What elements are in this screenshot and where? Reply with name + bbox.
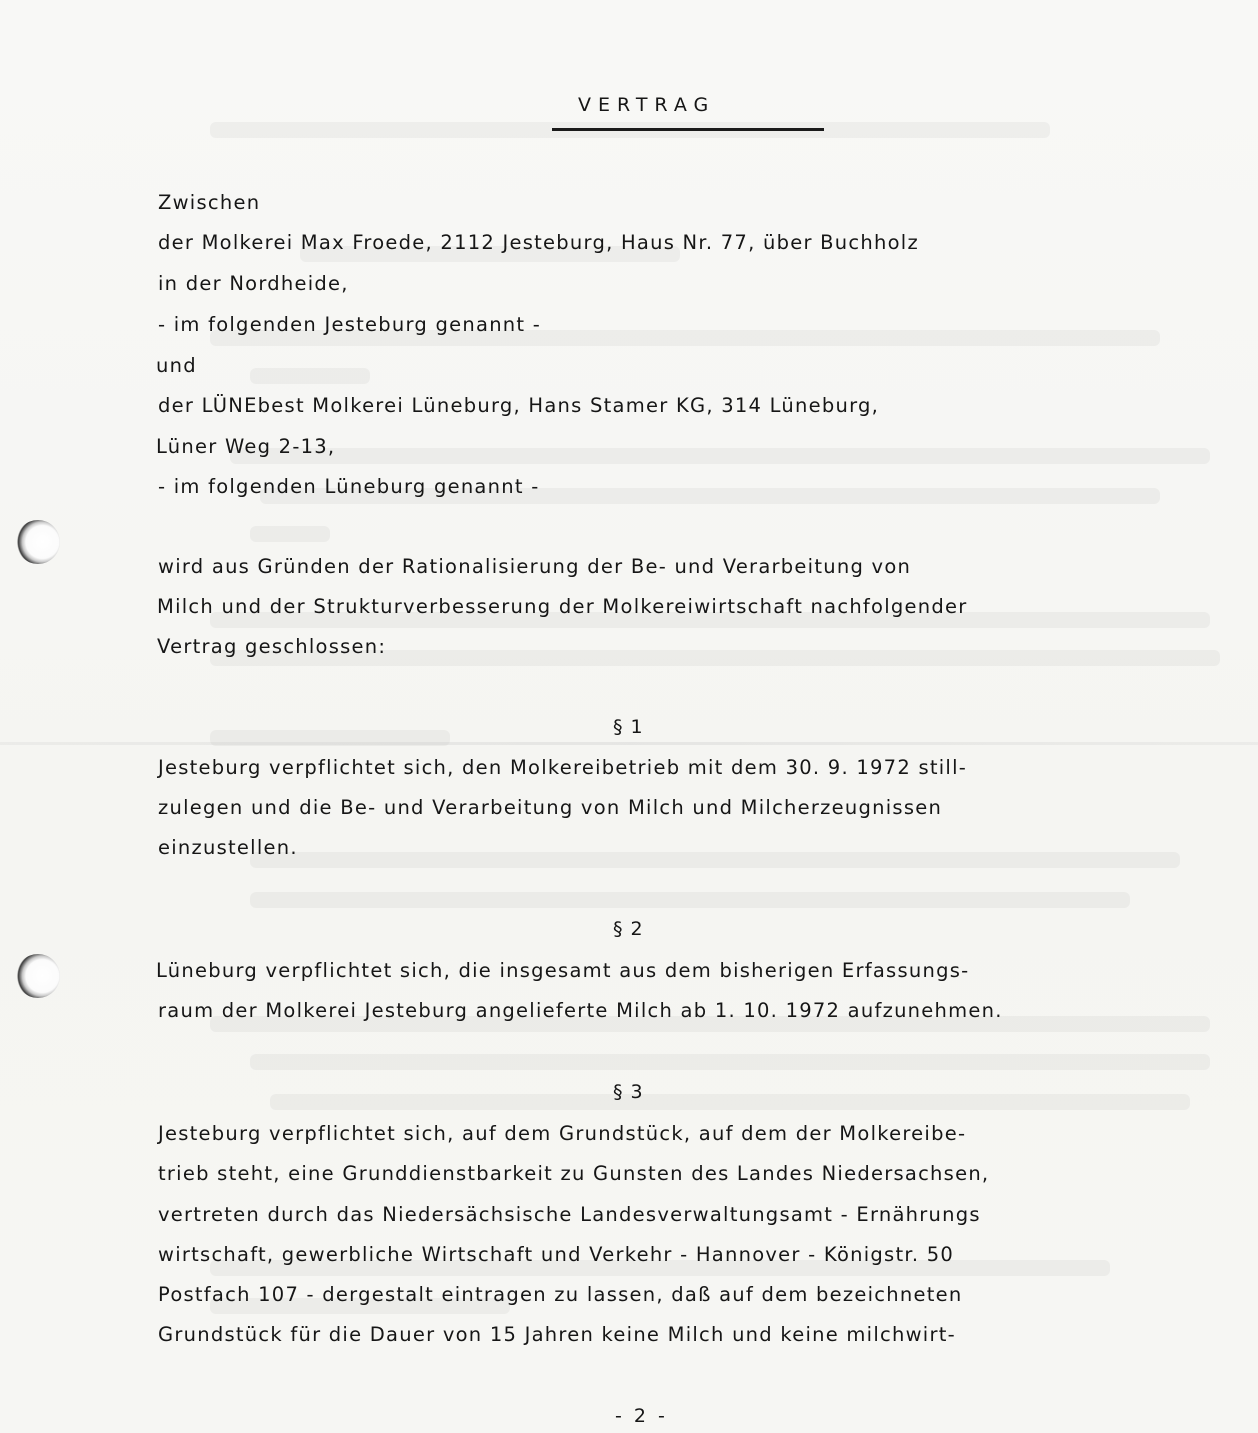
text-line: in der Nordheide,: [158, 272, 349, 295]
section-heading-1: § 1: [613, 716, 644, 738]
text-line: trieb steht, eine Grunddienstbarkeit zu Gunsten des Landes Niedersachsen,: [158, 1162, 990, 1185]
text-line: - im folgenden Jesteburg genannt -: [158, 313, 542, 336]
text-line: zulegen und die Be- und Verarbeitung von Milch und Milcherzeugnissen: [158, 796, 943, 819]
text-line: einzustellen.: [158, 836, 298, 859]
text-line: der Molkerei Max Froede, 2112 Jesteburg, Haus Nr. 77, über Buchholz: [158, 231, 919, 254]
section-heading-2: § 2: [613, 918, 644, 940]
text-line: und: [156, 354, 197, 377]
text-line: wird aus Gründen der Rationalisierung der Be- und Verarbeitung von: [158, 555, 912, 578]
text-line: wirtschaft, gewerbliche Wirtschaft und Verkehr - Hannover - Königstr. 50: [158, 1243, 955, 1266]
document-title: VERTRAG: [578, 94, 716, 116]
text-line: Zwischen: [158, 191, 261, 214]
page-number: - 2 -: [615, 1405, 668, 1427]
text-line: Lüner Weg 2-13,: [156, 435, 336, 458]
paper-fold: [0, 742, 1258, 745]
title-underline: [552, 128, 824, 131]
section-heading-3: § 3: [613, 1081, 644, 1103]
text-line: Lüneburg verpflichtet sich, die insgesamt aus dem bisherigen Erfassungs-: [156, 959, 970, 982]
punch-hole-lower: [16, 954, 60, 998]
text-line: Jesteburg verpflichtet sich, den Molkereibetrieb mit dem 30. 9. 1972 still-: [158, 756, 968, 779]
text-line: Milch und der Strukturverbesserung der Molkereiwirtschaft nachfolgender: [157, 595, 968, 618]
text-line: - im folgenden Lüneburg genannt -: [158, 475, 540, 498]
punch-hole-upper: [16, 520, 60, 564]
text-line: Grundstück für die Dauer von 15 Jahren keine Milch und keine milchwirt-: [158, 1323, 956, 1346]
text-line: raum der Molkerei Jesteburg angelieferte Milch ab 1. 10. 1972 aufzunehmen.: [158, 999, 1003, 1022]
text-line: vertreten durch das Niedersächsische Landesverwaltungsamt - Ernährungs: [158, 1203, 981, 1226]
text-line: der LÜNEbest Molkerei Lüneburg, Hans Stamer KG, 314 Lüneburg,: [158, 394, 880, 417]
text-line: Vertrag geschlossen:: [157, 635, 387, 658]
text-line: Jesteburg verpflichtet sich, auf dem Grundstück, auf dem der Molkereibe-: [158, 1122, 967, 1145]
text-line: Postfach 107 - dergestalt eintragen zu lassen, daß auf dem bezeichneten: [158, 1283, 963, 1306]
